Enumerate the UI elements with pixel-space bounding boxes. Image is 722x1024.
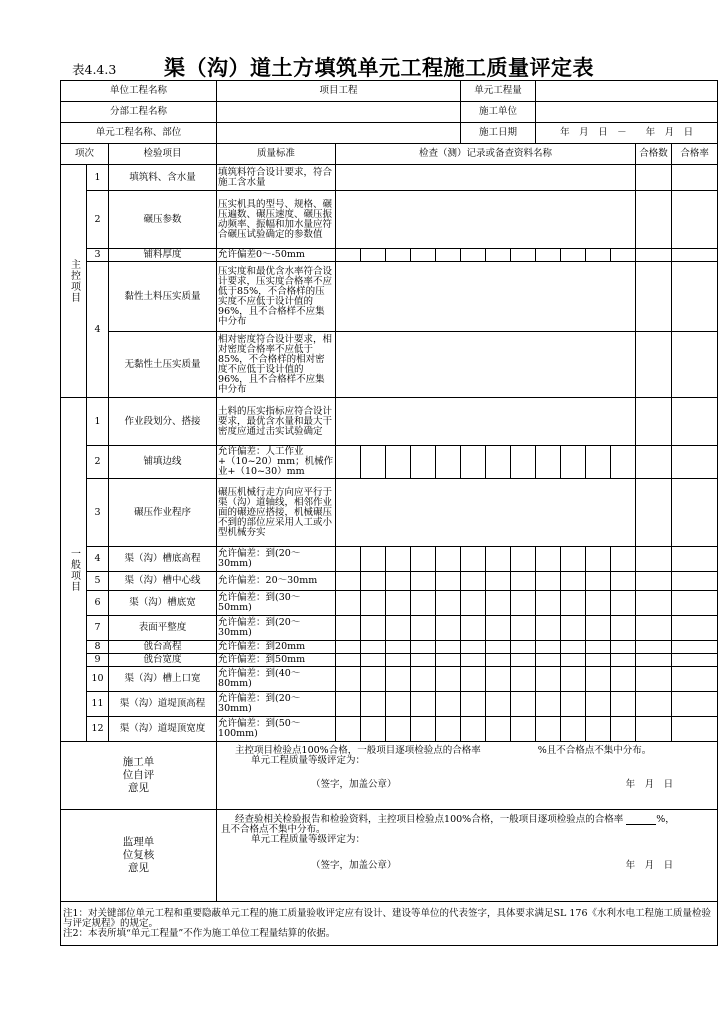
record-cell[interactable] <box>461 667 486 692</box>
supervise-eval-label: 监理单位复核意见 <box>122 836 155 874</box>
record-cell[interactable] <box>411 692 436 717</box>
pass-count-cell[interactable] <box>636 547 672 572</box>
record-cell[interactable] <box>486 446 511 479</box>
record-cell[interactable] <box>536 717 561 742</box>
record-cell[interactable] <box>386 249 411 262</box>
item-name: 渠（沟）道堤顶高程 <box>109 692 217 717</box>
record-cell[interactable] <box>536 591 561 616</box>
record-cell[interactable] <box>336 717 361 742</box>
item-standard: 压实机具的型号、规格、碾压遍数、碾压速度、碾压振动频率、振幅和加水量应符合碾压试验确定的参数值 <box>217 191 336 249</box>
record-cell[interactable] <box>386 717 411 742</box>
construct-sign-label: （签字，加盖公章） <box>311 779 397 790</box>
record-cell[interactable] <box>586 717 611 742</box>
record-cell[interactable] <box>461 547 486 572</box>
table-row <box>61 654 718 667</box>
construct-eval-label-cell <box>61 742 217 810</box>
item-standard: 允许偏差：到(20～30mm) <box>217 692 336 717</box>
table-row <box>61 616 718 641</box>
table-row <box>61 446 718 479</box>
record-cell[interactable] <box>486 616 511 641</box>
record-cell[interactable] <box>611 446 636 479</box>
pass-count-cell[interactable] <box>636 249 672 262</box>
unit-project-name-label: 单位工程名称 <box>61 81 217 102</box>
item-standard: 允许偏差：到(40～80mm) <box>217 667 336 692</box>
record-cell[interactable] <box>611 616 636 641</box>
record-cell[interactable] <box>561 591 586 616</box>
record-cell[interactable] <box>561 249 586 262</box>
record-cell[interactable] <box>611 249 636 262</box>
pass-rate-cell[interactable] <box>672 547 718 572</box>
record-cell[interactable] <box>411 717 436 742</box>
item-name: 戗台高程 <box>109 641 217 654</box>
table-row <box>61 262 718 332</box>
table-row <box>61 398 718 446</box>
item-no: 6 <box>87 591 109 616</box>
item-no: 11 <box>87 692 109 717</box>
record-cell[interactable] <box>486 667 511 692</box>
item-name: 表面平整度 <box>109 616 217 641</box>
record-cell[interactable] <box>511 616 536 641</box>
col-item-no: 项次 <box>61 144 109 165</box>
record-cell[interactable] <box>361 547 386 572</box>
table-row <box>61 667 718 692</box>
record-cell[interactable] <box>461 446 486 479</box>
pass-count-cell[interactable] <box>636 398 672 446</box>
pass-rate-cell[interactable] <box>672 616 718 641</box>
item-no: 10 <box>87 667 109 692</box>
record-cell[interactable] <box>336 332 636 398</box>
item-no: 9 <box>87 654 109 667</box>
pass-count-cell[interactable] <box>636 692 672 717</box>
record-cell[interactable] <box>461 654 486 667</box>
record-cell[interactable] <box>411 591 436 616</box>
record-cell[interactable] <box>511 692 536 717</box>
record-cell[interactable] <box>611 667 636 692</box>
sub-project-name-label: 分部工程名称 <box>61 102 217 123</box>
col-pass-rate: 合格率 <box>672 144 718 165</box>
pass-rate-blank[interactable] <box>626 814 656 825</box>
table-row <box>61 572 718 591</box>
supervise-eval-label-cell <box>61 810 217 902</box>
record-cell[interactable] <box>561 717 586 742</box>
general-group-cell <box>61 398 87 742</box>
record-cell[interactable] <box>461 692 486 717</box>
record-cell[interactable] <box>436 692 461 717</box>
main-group-cell <box>61 165 87 398</box>
item-no: 4 <box>87 547 109 572</box>
item-standard: 土料的压实指标应符合设计要求，最优含水量和最大干密度应通过击实试验确定 <box>217 398 336 446</box>
pass-count-cell[interactable] <box>636 262 672 332</box>
record-cell[interactable] <box>486 572 511 591</box>
record-cell[interactable] <box>361 641 386 654</box>
record-cell[interactable] <box>461 616 486 641</box>
record-cell[interactable] <box>336 667 361 692</box>
col-records: 检查（测）记录或备查资料名称 <box>336 144 636 165</box>
record-cell[interactable] <box>536 572 561 591</box>
record-cell[interactable] <box>461 717 486 742</box>
item-name: 戗台宽度 <box>109 654 217 667</box>
record-cell[interactable] <box>536 547 561 572</box>
record-cell[interactable] <box>436 591 461 616</box>
item-no: 3 <box>87 249 109 262</box>
record-cell[interactable] <box>436 249 461 262</box>
table-row <box>61 547 718 572</box>
record-cell[interactable] <box>611 717 636 742</box>
pass-count-cell[interactable] <box>636 616 672 641</box>
record-cell[interactable] <box>361 717 386 742</box>
record-cell[interactable] <box>486 249 511 262</box>
record-cell[interactable] <box>336 249 361 262</box>
pass-rate-cell[interactable] <box>672 191 718 249</box>
note-2: 注2：本表所填“单元工程量”不作为施工单位工程量结算的依据。 <box>63 927 336 939</box>
record-cell[interactable] <box>486 654 511 667</box>
general-group-label: 一般项目 <box>68 547 80 592</box>
pass-rate-cell[interactable] <box>672 446 718 479</box>
item-standard: 允许偏差0～-50mm <box>217 249 336 262</box>
record-cell[interactable] <box>361 654 386 667</box>
record-cell[interactable] <box>561 446 586 479</box>
supervise-eval-line1: 经查验相关检验报告和检验资料，主控项目检验点100%合格，一般项目逐项检验点的合格率 <box>235 814 624 825</box>
item-name: 渠（沟）槽上口宽 <box>109 667 217 692</box>
item-standard: 允许偏差：20～30mm <box>217 572 336 591</box>
record-cell[interactable] <box>336 641 361 654</box>
record-cell[interactable] <box>336 446 361 479</box>
record-cell[interactable] <box>386 654 411 667</box>
record-cell[interactable] <box>536 249 561 262</box>
item-name: 渠（沟）槽底宽 <box>109 591 217 616</box>
pass-count-cell[interactable] <box>636 165 672 191</box>
record-cell[interactable] <box>361 446 386 479</box>
record-cell[interactable] <box>361 249 386 262</box>
item-standard: 允许偏差：到(30～50mm) <box>217 591 336 616</box>
record-cell[interactable] <box>436 616 461 641</box>
record-cell[interactable] <box>386 572 411 591</box>
construct-eval-label: 施工单位自评意见 <box>122 756 155 794</box>
record-cell[interactable] <box>536 667 561 692</box>
record-cell[interactable] <box>586 692 611 717</box>
item-standard: 允许偏差：人工作业+（10~20）mm；机械作业+（10~30）mm <box>217 446 336 479</box>
item-name: 黏性土料压实质量 <box>109 262 217 332</box>
item-standard: 碾压机械行走方向应平行于渠（沟）道轴线，相邻作业面的碾迹应搭接，机械碾压不到的部位应采用人工或小型机械夯实 <box>217 479 336 547</box>
record-cell[interactable] <box>411 641 436 654</box>
item-name: 碾压作业程序 <box>109 479 217 547</box>
record-cell[interactable] <box>586 249 611 262</box>
record-cell[interactable] <box>436 641 461 654</box>
pass-count-cell[interactable] <box>636 446 672 479</box>
record-cell[interactable] <box>486 692 511 717</box>
record-cell[interactable] <box>361 692 386 717</box>
pass-rate-cell[interactable] <box>672 572 718 591</box>
item-standard: 允许偏差：到(50～100mm) <box>217 717 336 742</box>
record-cell[interactable] <box>436 654 461 667</box>
item-no: 12 <box>87 717 109 742</box>
item-name: 铺填边线 <box>109 446 217 479</box>
record-cell[interactable] <box>511 446 536 479</box>
record-cell[interactable] <box>386 641 411 654</box>
record-cell[interactable] <box>561 572 586 591</box>
record-cell[interactable] <box>336 654 361 667</box>
project-qty-label: 项目工程 <box>217 81 461 102</box>
pass-rate-cell[interactable] <box>672 479 718 547</box>
record-cell[interactable] <box>561 616 586 641</box>
unit-name-part-label: 单元工程名称、部位 <box>61 123 217 144</box>
item-no: 1 <box>87 398 109 446</box>
item-name: 渠（沟）槽中心线 <box>109 572 217 591</box>
record-cell[interactable] <box>361 616 386 641</box>
note-1: 注1：对关键部位单元工程和重要隐蔽单元工程的施工质量验收评定应有设计、建设等单位的代表签字，具体要求满足SL 176《水利水电工程施工质量检验与评定规程》的规定。 <box>63 907 712 929</box>
record-cell[interactable] <box>586 667 611 692</box>
record-cell[interactable] <box>611 654 636 667</box>
record-cell[interactable] <box>586 641 611 654</box>
pass-rate-cell[interactable] <box>672 654 718 667</box>
table-row <box>61 479 718 547</box>
record-cell[interactable] <box>511 572 536 591</box>
record-cell[interactable] <box>386 667 411 692</box>
supervise-sign-date[interactable]: 年 月 日 <box>625 860 674 871</box>
record-cell[interactable] <box>411 572 436 591</box>
pass-rate-cell[interactable] <box>672 398 718 446</box>
record-cell[interactable] <box>336 692 361 717</box>
table-row <box>61 591 718 616</box>
unit-name-part-value[interactable] <box>217 123 461 144</box>
record-cell[interactable] <box>436 572 461 591</box>
record-cell[interactable] <box>536 654 561 667</box>
item-name: 渠（沟）槽底高程 <box>109 547 217 572</box>
item-name: 碾压参数 <box>109 191 217 249</box>
record-cell[interactable] <box>486 591 511 616</box>
record-cell[interactable] <box>336 262 636 332</box>
table-row <box>61 249 718 262</box>
construct-eval-content <box>217 742 718 810</box>
pass-count-cell[interactable] <box>636 332 672 398</box>
page-title: 渠（沟）道土方填筑单元工程施工质量评定表 <box>164 55 594 80</box>
record-cell[interactable] <box>336 591 361 616</box>
record-cell[interactable] <box>361 572 386 591</box>
item-name: 铺料厚度 <box>109 249 217 262</box>
record-cell[interactable] <box>586 591 611 616</box>
unit-qty-label: 单元工程量 <box>461 81 536 102</box>
record-cell[interactable] <box>511 591 536 616</box>
table-row <box>61 332 718 398</box>
record-cell[interactable] <box>411 667 436 692</box>
supervise-sign-label: （签字，加盖公章） <box>311 860 397 871</box>
pass-rate-cell[interactable] <box>672 692 718 717</box>
record-cell[interactable] <box>511 654 536 667</box>
table-row <box>61 191 718 249</box>
pass-rate-cell[interactable] <box>672 667 718 692</box>
record-cell[interactable] <box>511 717 536 742</box>
record-cell[interactable] <box>436 667 461 692</box>
record-cell[interactable] <box>536 692 561 717</box>
record-cell[interactable] <box>486 547 511 572</box>
table-number: 表4.4.3 <box>72 62 117 77</box>
record-cell[interactable] <box>411 446 436 479</box>
record-cell[interactable] <box>586 572 611 591</box>
record-cell[interactable] <box>386 446 411 479</box>
pass-rate-cell[interactable] <box>672 262 718 332</box>
item-standard: 允许偏差：到(20～30mm) <box>217 616 336 641</box>
record-cell[interactable] <box>511 249 536 262</box>
record-cell[interactable] <box>536 616 561 641</box>
record-cell[interactable] <box>486 641 511 654</box>
record-cell[interactable] <box>611 547 636 572</box>
col-check-item: 检验项目 <box>109 144 217 165</box>
construct-eval-line2: 单元工程质量等级评定为： <box>251 755 366 766</box>
construct-date-label: 施工日期 <box>461 123 536 144</box>
item-name: 渠（沟）道堤顶宽度 <box>109 717 217 742</box>
item-no: 8 <box>87 641 109 654</box>
supervise-eval-line1-tail: %， <box>656 814 675 825</box>
pass-count-cell[interactable] <box>636 479 672 547</box>
record-cell[interactable] <box>461 591 486 616</box>
record-cell[interactable] <box>611 572 636 591</box>
record-cell[interactable] <box>436 547 461 572</box>
record-cell[interactable] <box>561 692 586 717</box>
record-cell[interactable] <box>536 446 561 479</box>
item-standard: 填筑料符合设计要求，符合施工含水量 <box>217 165 336 191</box>
col-standard: 质量标准 <box>217 144 336 165</box>
table-row <box>61 641 718 654</box>
record-cell[interactable] <box>386 692 411 717</box>
record-cell[interactable] <box>411 616 436 641</box>
record-cell[interactable] <box>361 591 386 616</box>
record-cell[interactable] <box>336 616 361 641</box>
pass-rate-cell[interactable] <box>672 591 718 616</box>
record-cell[interactable] <box>411 249 436 262</box>
pass-count-cell[interactable] <box>636 641 672 654</box>
item-no: 7 <box>87 616 109 641</box>
record-cell[interactable] <box>336 165 636 191</box>
pass-count-cell[interactable] <box>636 572 672 591</box>
record-cell[interactable] <box>586 446 611 479</box>
pass-count-cell[interactable] <box>636 667 672 692</box>
item-name: 作业段划分、搭接 <box>109 398 217 446</box>
record-cell[interactable] <box>586 616 611 641</box>
pass-rate-cell[interactable] <box>672 249 718 262</box>
item-name: 无黏性土压实质量 <box>109 332 217 398</box>
item-no: 2 <box>87 191 109 249</box>
item-standard: 允许偏差：到(20～30mm) <box>217 547 336 572</box>
constructor-label: 施工单位 <box>461 102 536 123</box>
table-row <box>61 692 718 717</box>
construct-sign-date[interactable]: 年 月 日 <box>625 779 674 790</box>
record-cell[interactable] <box>386 547 411 572</box>
record-cell[interactable] <box>586 547 611 572</box>
pass-count-cell[interactable] <box>636 654 672 667</box>
record-cell[interactable] <box>336 572 361 591</box>
col-pass-count: 合格数 <box>636 144 672 165</box>
record-cell[interactable] <box>436 446 461 479</box>
table-row <box>61 165 718 191</box>
pass-count-cell[interactable] <box>636 717 672 742</box>
item-standard: 压实度和最优含水率符合设计要求，压实度合格率不应低于85%，不合格样的压实度不应低于设计值的96%，且不合格样不应集中分布 <box>217 262 336 332</box>
record-cell[interactable] <box>386 616 411 641</box>
record-cell[interactable] <box>561 667 586 692</box>
item-no: 1 <box>87 165 109 191</box>
notes-cell <box>61 902 718 946</box>
item-name: 填筑料、含水量 <box>109 165 217 191</box>
sub-project-name-value[interactable] <box>217 102 461 123</box>
supervise-eval-line2: 且不合格点不集中分布。 <box>221 824 326 835</box>
evaluation-form <box>60 80 718 946</box>
construct-eval-line1: 主控项目检验点100%合格，一般项目逐项检验点的合格率 %且不合格点不集中分布。 <box>235 745 652 756</box>
pass-rate-cell[interactable] <box>672 641 718 654</box>
pass-rate-cell[interactable] <box>672 717 718 742</box>
construct-date-range[interactable]: 年 月 日 － 年 月 日 <box>536 123 718 144</box>
item-standard: 允许偏差：到50mm <box>217 654 336 667</box>
record-cell[interactable] <box>586 654 611 667</box>
table-row <box>61 717 718 742</box>
pass-count-cell[interactable] <box>636 591 672 616</box>
record-cell[interactable] <box>436 717 461 742</box>
record-cell[interactable] <box>561 641 586 654</box>
record-cell[interactable] <box>461 249 486 262</box>
record-cell[interactable] <box>536 641 561 654</box>
record-cell[interactable] <box>511 641 536 654</box>
record-cell[interactable] <box>611 641 636 654</box>
constructor-value[interactable] <box>536 102 718 123</box>
record-cell[interactable] <box>336 547 361 572</box>
record-cell[interactable] <box>611 591 636 616</box>
item-standard: 相对密度符合设计要求，相对密度合格率不应低于85%，不合格样的相对密度不应低于设计值的96%，且不合格样不应集中分布 <box>217 332 336 398</box>
record-cell[interactable] <box>561 547 586 572</box>
record-cell[interactable] <box>386 591 411 616</box>
record-cell[interactable] <box>511 667 536 692</box>
item-no: 5 <box>87 572 109 591</box>
record-cell[interactable] <box>511 547 536 572</box>
pass-rate-cell[interactable] <box>672 332 718 398</box>
item-no: 4 <box>87 262 109 398</box>
record-cell[interactable] <box>411 547 436 572</box>
record-cell[interactable] <box>461 572 486 591</box>
title-row <box>60 52 672 82</box>
record-cell[interactable] <box>336 479 636 547</box>
main-group-label: 主控项目 <box>68 259 80 303</box>
supervise-eval-content <box>217 810 718 902</box>
record-cell[interactable] <box>361 667 386 692</box>
item-no: 3 <box>87 479 109 547</box>
pass-rate-cell[interactable] <box>672 165 718 191</box>
record-cell[interactable] <box>561 654 586 667</box>
record-cell[interactable] <box>411 654 436 667</box>
record-cell[interactable] <box>336 191 636 249</box>
record-cell[interactable] <box>486 717 511 742</box>
unit-qty-value[interactable] <box>536 81 718 102</box>
item-standard: 允许偏差：到20mm <box>217 641 336 654</box>
record-cell[interactable] <box>336 398 636 446</box>
supervise-eval-line3: 单元工程质量等级评定为： <box>251 834 366 845</box>
record-cell[interactable] <box>611 692 636 717</box>
record-cell[interactable] <box>461 641 486 654</box>
pass-count-cell[interactable] <box>636 191 672 249</box>
item-no: 2 <box>87 446 109 479</box>
